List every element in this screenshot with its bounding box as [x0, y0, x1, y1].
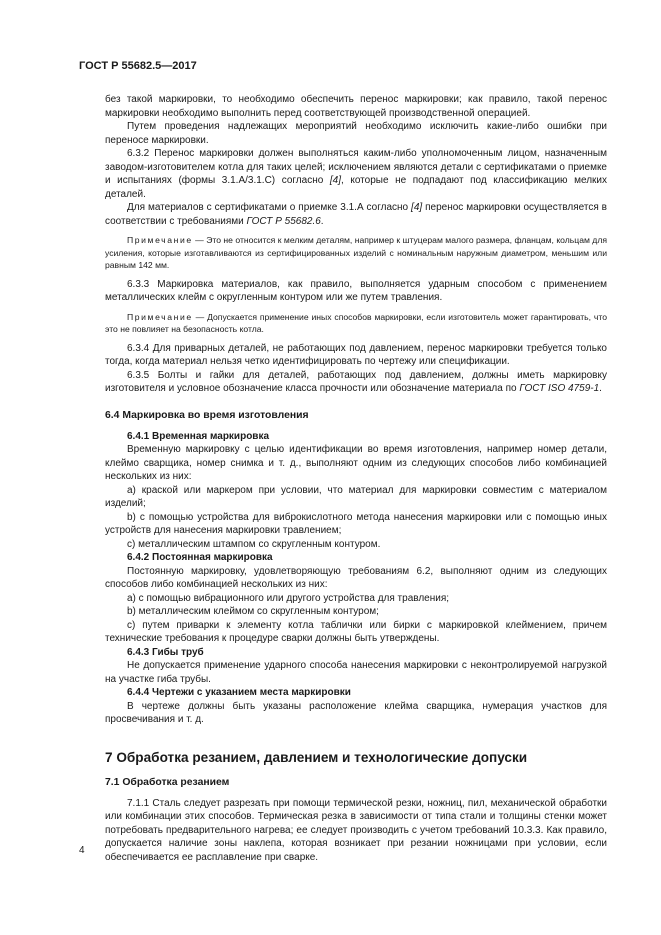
paragraph-6-3-2 — [105, 147, 607, 201]
section-heading-6-4: 6.4 Маркировка во время изготовления — [105, 409, 309, 421]
paragraph: Постоянную маркировку, удовлетворяющую требованиям 6.2, выполняют одним из следующих способов либо комбинацией нескольких из них: — [105, 565, 607, 590]
page-content — [105, 93, 607, 864]
note-text: — Допускается применение иных способов маркировки, если изготовитель может гарантировать, что это не повлияет на безопасность котла. — [105, 311, 607, 334]
list-item: a) с помощью вибрационного или другого устройства для травления; — [127, 592, 450, 604]
paragraph-7-1-1: 7.1.1 Сталь следует разрезать при помощи термической резки, ножниц, пил, механической обработки или комбинации этих способов. Термическая резка в зависимости от типа стали и толщины стенки может потребовать предварительного нагрева; ее следует производить с учетом требований 10.3.3. Как правило, допускается наличие зоны наклепа, которая возникает при резании ножницами при условии, если обеспечивается ее расплавление при сварке. — [105, 797, 607, 863]
paragraph: В чертеже должны быть указаны расположение клейма сварщика, нумерация участков для просвечивания и т. д. — [105, 700, 607, 725]
paragraph: без такой маркировки, то необходимо обеспечить перенос маркировки; как правило, такой перенос маркировки необходимо выполнить перед соответствующей производственной операцией. — [105, 94, 607, 119]
list-item: c) металлическим штампом со скругленным контуром. — [127, 538, 381, 550]
paragraph: Путем проведения надлежащих мероприятий необходимо исключить какие-либо ошибки при переносе маркировки. — [105, 121, 607, 146]
text: . — [320, 215, 324, 227]
list-item: a) краской или маркером при условии, что материал для маркировки совместим с материалом изделий; — [105, 484, 607, 509]
text: 6.3.5 Болты и гайки для деталей, работающих под давлением, должны иметь маркировку изготовителя и условное обозначение класса прочности или обозначение материала по — [105, 369, 607, 394]
list-item: b) с помощью устройства для виброкислотного метода нанесения маркировки или с помощью иных устройств для нанесения маркировки травлением; — [105, 511, 607, 536]
subsection-heading-6-4-3: 6.4.3 Гибы труб — [127, 646, 204, 658]
paragraph-6-3-4: 6.3.4 Для приварных деталей, не работающих под давлением, перенос маркировки требуется только тогда, когда материал нельзя четко идентифицировать по чертежу или спецификации. — [105, 342, 607, 367]
note — [105, 234, 607, 272]
reference: [4] — [411, 202, 423, 213]
page-header: ГОСТ Р 55682.5—2017 — [79, 60, 197, 72]
note — [105, 311, 607, 336]
paragraph-6-3-3: 6.3.3 Маркировка материалов, как правило, выполняется ударным способом с применением металлических клейм с округленным контуром или же путем травления. — [105, 278, 607, 303]
list-item: b) металлическим клеймом со скругленным контуром; — [127, 606, 379, 617]
paragraph-6-3-5 — [105, 369, 607, 396]
paragraph: Не допускается применение ударного способа нанесения маркировки с неконтролируемой нагрузкой на участке гиба трубы. — [105, 660, 607, 685]
list-item: c) путем приварки к элементу котла таблички или бирки с маркировкой клеймением, причем технические требования к процедуре сварки должны быть утверждены. — [105, 619, 607, 644]
text: . — [599, 383, 602, 394]
standard-reference: ГОСТ ISO 4759-1 — [519, 383, 600, 394]
reference: [4] — [329, 175, 341, 186]
text: 6.3.2 Перенос маркировки должен выполняться каким-либо уполномоченным лицом, назначенным заводом-изготовителем котла для таких целей; исключением являются детали с сертификатами о приемке и испытаниях (формы 3.1.А/3.1.С) согласно — [105, 148, 607, 186]
paragraph — [105, 201, 607, 228]
note-label: Примечание — [127, 235, 193, 245]
subsection-heading-6-4-2: 6.4.2 Постоянная маркировка — [127, 552, 273, 563]
text: , которые не подпадают под классификацию мелких деталей. — [105, 175, 607, 200]
text: перенос маркировки осуществляется в соответствии с требованиями — [105, 202, 607, 227]
standard-reference: ГОСТ Р 55682.6 — [246, 215, 321, 227]
subsection-heading-6-4-1: 6.4.1 Временная маркировка — [127, 430, 270, 442]
text: Для материалов с сертификатами о приемке 3.1.А согласно — [127, 202, 412, 213]
page-number: 4 — [79, 845, 85, 856]
note-label: Примечание — [127, 311, 193, 322]
note-text: — Это не относится к мелким деталям, например к штуцерам малого размера, фланцам, кольцам для усиления, которые изготавливаются из сертифицированных изделий с номинальным наружным диаметром, меньшим или равным 142 мм. — [105, 235, 607, 270]
subsection-heading-6-4-4: 6.4.4 Чертежи с указанием места маркировки — [127, 687, 351, 698]
section-heading-7-1: 7.1 Обработка резанием — [105, 776, 230, 788]
paragraph: Временную маркировку с целью идентификации во время изготовления, например номер детали, клеймо сварщика, номер снимка и т. д., выполняют одним из следующих способов либо комбинацией нескольких из них: — [105, 444, 607, 482]
section-heading-7: 7 Обработка резанием, давлением и технологические допуски — [105, 749, 528, 765]
